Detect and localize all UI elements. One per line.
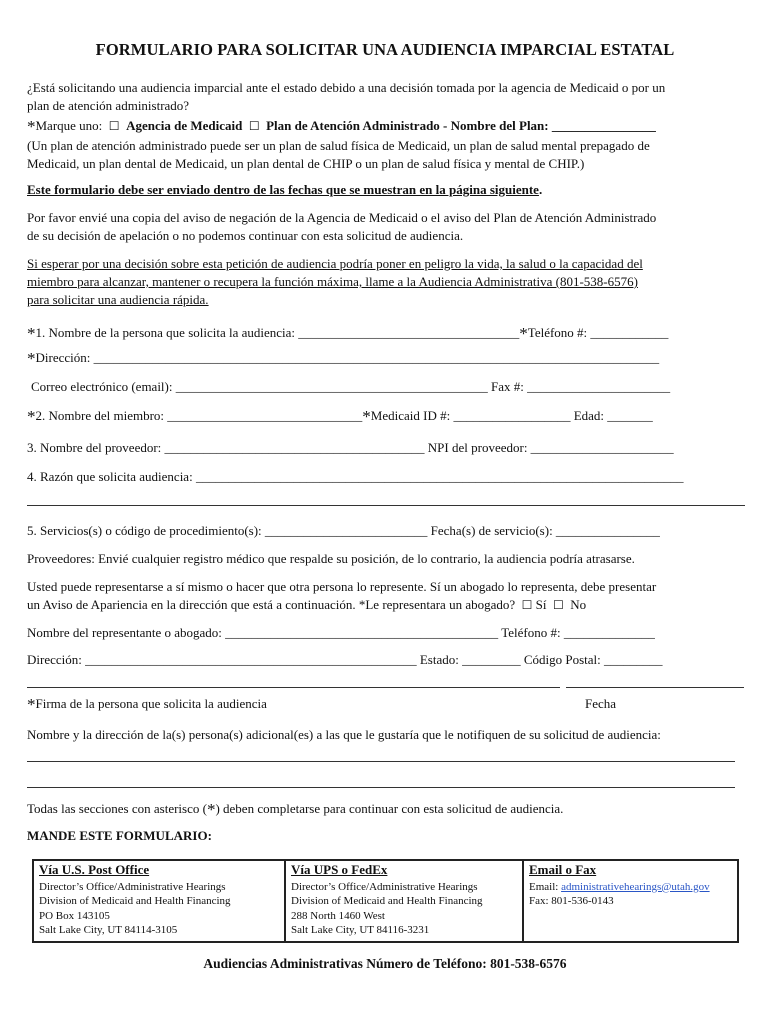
yes-label: Sí [535,597,547,612]
deadline-notice [27,181,747,199]
field-reason[interactable]: 4. Razón que solicita audiencia: ___________________________________________________________________________ [27,469,684,484]
required-asterisk: * [519,324,528,343]
mark-one-label: Marque uno: [35,118,103,133]
intro-line-2: plan de atención administrado? [27,98,190,113]
email-row [529,880,732,895]
required-asterisk: * [27,407,36,426]
required-asterisk: * [27,349,36,368]
representation-question: un Aviso de Apariencia en la dirección que está a continuación. *Le representara un abogado? [27,597,516,612]
urgent-notice-line-2: miembro para alcanzar, mantener o recupera la función máxima, llame a la Audiencia Administrativa (801-538-6576) [27,274,638,289]
field-provider[interactable]: 3. Nombre del proveedor: ________________________________________ NPI del proveedor: ______________________ [27,440,674,455]
required-asterisk: * [206,800,216,819]
fax-line: Fax: 801-536-0143 [529,895,614,907]
providers-note: Proveedores: Envié cualquier registro médico que respalde su posición, de lo contrario, la audiencia podría atrasarse. [27,551,635,566]
field-requester-phone[interactable]: Teléfono #: ____________ [527,325,669,340]
additional-notify-line-1[interactable] [27,761,735,762]
post-office-line: Division of Medicaid and Health Financing [39,895,231,907]
deadline-notice-text: Este formulario debe ser enviado dentro de las fechas que se muestran en la página siguiente [27,182,539,197]
required-asterisk: * [27,117,36,136]
ups-fedex-heading: Vía UPS o FedEx [291,862,388,877]
plan-note-line-1: (Un plan de atención administrado puede ser un plan de salud física de Medicaid, un plan de salud mental prepagado de [27,138,650,153]
field-member-row [27,407,747,426]
representation-line-2 [27,596,747,614]
post-office-line: Director’s Office/Administrative Hearings [39,880,226,893]
email-link[interactable]: administrativehearings@utah.gov [561,880,710,893]
mark-one-row [27,117,747,136]
ups-fedex-line: Salt Lake City, UT 84116-3231 [291,924,430,936]
option-managed-care-plan: Plan de Atención Administrado - Nombre del Plan: ________________ [266,118,656,133]
email-fax-heading: Email o Fax [529,862,597,877]
checkbox-no[interactable]: ☐ [553,598,564,612]
required-asterisk: * [27,695,36,714]
field-services-dates[interactable]: 5. Servicios(s) o código de procedimiento(s): _________________________ Fecha(s) de servicio(s): ________________ [27,523,660,538]
field-requester-row [27,324,747,343]
asterisk-note [27,800,747,819]
date-line[interactable] [566,687,744,688]
post-office-cell [33,860,285,942]
representation-line-1: Usted puede representarse a sí mismo o hacer que otra persona lo represente. Sí un abogado lo representa, debe presentar [27,579,657,594]
required-asterisk: * [362,407,371,426]
additional-notify-label: Nombre y la dirección de la(s) persona(s) adicional(es) a las que le gustaría que le notifiquen de su solicitud de audiencia: [27,727,661,742]
ups-fedex-line: Division of Medicaid and Health Financing [291,895,483,907]
asterisk-note-start: Todas las secciones con asterisco ( [27,801,207,816]
ups-fedex-line: 288 North 1460 West [291,909,385,922]
email-fax-cell [523,860,738,942]
field-email-fax[interactable]: Correo electrónico (email): ________________________________________________ Fax #: ______________________ [31,379,671,394]
signature-label: Firma de la persona que solicita la audiencia [35,696,267,711]
copy-notice-line-2: de su decisión de apelación o no podemos continuar con esta solicitud de audiencia. [27,228,464,243]
post-office-line: PO Box 143105 [39,909,110,922]
urgent-notice-line-1: Si esperar por una decisión sobre esta petición de audiencia podría poner en peligro la vida, la salud o la capacidad del [27,256,643,271]
footer-phone: Audiencias Administrativas Número de Teléfono: 801-538-6576 [203,956,567,971]
checkbox-managed-care-plan[interactable]: ☐ [248,119,260,133]
additional-notify-line-2[interactable] [27,787,735,788]
checkbox-medicaid-agency[interactable]: ☐ [108,119,120,133]
field-medicaid-id-age[interactable]: Medicaid ID #: __________________ Edad: _______ [370,408,653,423]
field-address[interactable]: Dirección: _______________________________________________________________________________________ [35,350,660,365]
signature-line[interactable] [27,687,560,688]
form-title: FORMULARIO PARA SOLICITAR UNA AUDIENCIA IMPARCIAL ESTATAL [95,40,675,59]
field-rep-address[interactable]: Dirección: ___________________________________________________ Estado: _________ Código Postal: _________ [27,652,663,667]
plan-note-line-2: Medicaid, un plan dental de Medicaid, un plan dental de CHIP o un plan de salud física y mental de CHIP.) [27,156,585,171]
intro-line-1: ¿Está solicitando una audiencia imparcial ante el estado debido a una decisión tomada por la agencia de Medicaid o por un [27,80,666,95]
ups-fedex-line: Director’s Office/Administrative Hearings [291,880,478,893]
field-requester-name[interactable]: 1. Nombre de la persona que solicita la audiencia: __________________________________ [35,325,520,340]
email-label: Email: [529,880,559,893]
ups-fedex-cell [285,860,523,942]
no-label: No [570,597,587,612]
field-representative[interactable]: Nombre del representante o abogado: __________________________________________ Teléfono #: ______________ [27,625,655,640]
mailing-options-table [32,859,739,943]
date-label: Fecha [585,696,617,711]
deadline-period: . [538,182,543,197]
required-asterisk: * [27,324,36,343]
field-member-name[interactable]: 2. Nombre del miembro: ______________________________ [35,408,363,423]
signature-label-row [27,695,747,714]
checkbox-yes[interactable]: ☐ [521,598,533,612]
field-address-row [27,349,747,368]
option-medicaid-agency: Agencia de Medicaid [126,118,243,133]
send-heading: MANDE ESTE FORMULARIO: [27,828,212,843]
post-office-heading: Vía U.S. Post Office [39,862,150,877]
urgent-notice-line-3: para solicitar una audiencia rápida. [27,292,209,307]
asterisk-note-end: ) deben completarse para continuar con esta solicitud de audiencia. [215,801,564,816]
post-office-line: Salt Lake City, UT 84114-3105 [39,924,178,936]
copy-notice-line-1: Por favor envié una copia del aviso de negación de la Agencia de Medicaid o el aviso del Plan de Atención Administrado [27,210,657,225]
reason-continuation-line[interactable] [27,505,745,506]
